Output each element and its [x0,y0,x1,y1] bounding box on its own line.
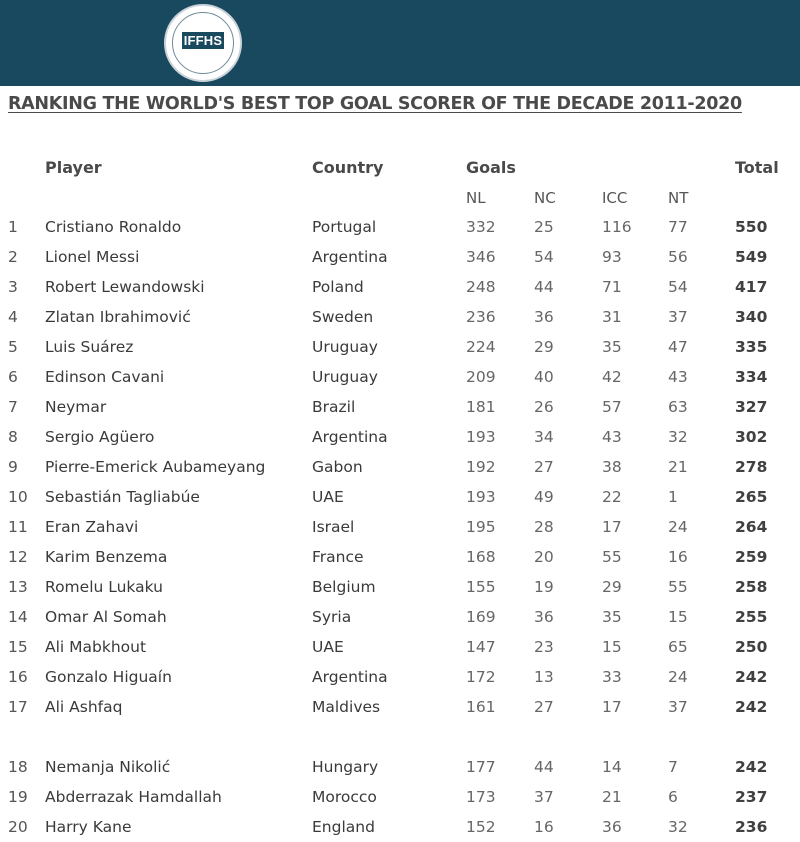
goals-icc: 55 [602,548,622,566]
country-name: Morocco [312,788,377,806]
total-goals: 255 [735,608,768,626]
rank-cell: 17 [8,698,28,716]
goals-nt: 15 [668,608,688,626]
table-row [0,638,800,662]
goals-nt: 54 [668,278,688,296]
goals-icc: 35 [602,608,622,626]
goals-icc: 31 [602,308,622,326]
rank-cell: 4 [8,308,18,326]
col-header-goals: Goals [466,158,516,177]
goals-nc: 37 [534,788,554,806]
goals-nl: 209 [466,368,496,386]
goals-nl: 155 [466,578,496,596]
goals-icc: 33 [602,668,622,686]
table-row [0,668,800,692]
goals-nc: 49 [534,488,554,506]
goals-nc: 54 [534,248,554,266]
player-name: Sergio Agüero [45,428,155,446]
total-goals: 340 [735,308,768,326]
goals-nc: 13 [534,668,554,686]
goals-icc: 57 [602,398,622,416]
country-name: Argentina [312,668,388,686]
col-subheader-nc: NC [534,189,556,207]
player-name: Neymar [45,398,107,416]
total-goals: 327 [735,398,768,416]
rank-cell: 20 [8,818,28,836]
goals-nt: 56 [668,248,688,266]
goals-nl: 236 [466,308,496,326]
goals-nl: 192 [466,458,496,476]
table-row [0,578,800,602]
table-row [0,368,800,392]
goals-nt: 24 [668,518,688,536]
table-row [0,218,800,242]
country-name: Israel [312,518,355,536]
table-row [0,548,800,572]
table-row [0,248,800,272]
goals-nl: 224 [466,338,496,356]
goals-nl: 147 [466,638,496,656]
goals-nl: 346 [466,248,496,266]
total-goals: 550 [735,218,768,236]
rank-cell: 6 [8,368,18,386]
total-goals: 250 [735,638,768,656]
rank-cell: 16 [8,668,28,686]
goals-nt: 6 [668,788,678,806]
table-row [0,818,800,842]
player-name: Cristiano Ronaldo [45,218,182,236]
goals-nc: 29 [534,338,554,356]
goals-nc: 27 [534,698,554,716]
col-subheader-nl: NL [466,189,486,207]
total-goals: 236 [735,818,768,836]
rank-cell: 9 [8,458,18,476]
player-name: Omar Al Somah [45,608,167,626]
country-name: Sweden [312,308,374,326]
goals-nc: 44 [534,758,554,776]
rank-cell: 7 [8,398,18,416]
goals-nc: 20 [534,548,554,566]
goals-nt: 55 [668,578,688,596]
goals-icc: 36 [602,818,622,836]
rank-cell: 8 [8,428,18,446]
table-row [0,308,800,332]
rank-cell: 3 [8,278,18,296]
country-name: France [312,548,364,566]
goals-icc: 38 [602,458,622,476]
rank-cell: 11 [8,518,28,536]
goals-nt: 32 [668,818,688,836]
goals-icc: 17 [602,518,622,536]
goals-nt: 24 [668,668,688,686]
rank-cell: 12 [8,548,28,566]
country-name: Uruguay [312,338,378,356]
total-goals: 549 [735,248,768,266]
goals-nc: 25 [534,218,554,236]
player-name: Pierre-Emerick Aubameyang [45,458,266,476]
player-name: Ali Mabkhout [45,638,147,656]
goals-nt: 77 [668,218,688,236]
goals-nl: 177 [466,758,496,776]
country-name: Uruguay [312,368,378,386]
country-name: Portugal [312,218,377,236]
goals-nl: 332 [466,218,496,236]
goals-nt: 47 [668,338,688,356]
goals-nt: 16 [668,548,688,566]
col-subheader-icc: ICC [602,189,628,207]
player-name: Eran Zahavi [45,518,139,536]
country-name: Brazil [312,398,356,416]
goals-nt: 37 [668,698,688,716]
goals-icc: 71 [602,278,622,296]
goals-icc: 35 [602,338,622,356]
country-name: Hungary [312,758,379,776]
goals-icc: 21 [602,788,622,806]
goals-nc: 40 [534,368,554,386]
table-row [0,278,800,302]
total-goals: 259 [735,548,768,566]
goals-nl: 168 [466,548,496,566]
player-name: Karim Benzema [45,548,168,566]
goals-nc: 28 [534,518,554,536]
rank-cell: 5 [8,338,18,356]
player-name: Edinson Cavani [45,368,165,386]
goals-nl: 161 [466,698,496,716]
goals-nt: 21 [668,458,688,476]
country-name: England [312,818,375,836]
player-name: Luis Suárez [45,338,134,356]
goals-nt: 43 [668,368,688,386]
player-name: Gonzalo Higuaín [45,668,172,686]
table-row [0,758,800,782]
country-name: UAE [312,638,344,656]
goals-nt: 63 [668,398,688,416]
table-row [0,488,800,512]
iffhs-logo [164,4,242,82]
total-goals: 237 [735,788,768,806]
country-name: Argentina [312,428,388,446]
table-row [0,788,800,812]
goals-nl: 169 [466,608,496,626]
total-goals: 242 [735,698,768,716]
player-name: Ali Ashfaq [45,698,123,716]
table-row [0,398,800,422]
table-row [0,698,800,722]
total-goals: 258 [735,578,768,596]
goals-nc: 27 [534,458,554,476]
rank-cell: 13 [8,578,28,596]
col-header-player: Player [45,158,102,177]
table-row [0,608,800,632]
table-row [0,518,800,542]
player-name: Nemanja Nikolić [45,758,171,776]
total-goals: 278 [735,458,768,476]
total-goals: 242 [735,668,768,686]
country-name: Gabon [312,458,363,476]
goals-nt: 1 [668,488,678,506]
total-goals: 417 [735,278,768,296]
goals-icc: 116 [602,218,632,236]
total-goals: 265 [735,488,768,506]
table-row [0,428,800,452]
goals-nc: 44 [534,278,554,296]
goals-nc: 23 [534,638,554,656]
logo-text-label: IFFHS [183,33,223,48]
goals-icc: 14 [602,758,622,776]
total-goals: 334 [735,368,768,386]
goals-nl: 152 [466,818,496,836]
goals-nc: 36 [534,308,554,326]
goals-nl: 195 [466,518,496,536]
goals-nc: 19 [534,578,554,596]
goals-nt: 32 [668,428,688,446]
rank-cell: 1 [8,218,18,236]
player-name: Sebastián Tagliabúe [45,488,200,506]
country-name: Argentina [312,248,388,266]
rank-cell: 14 [8,608,28,626]
goals-nt: 37 [668,308,688,326]
goals-icc: 93 [602,248,622,266]
player-name: Abderrazak Hamdallah [45,788,222,806]
total-goals: 264 [735,518,768,536]
col-header-total: Total [735,158,779,177]
goals-nl: 193 [466,488,496,506]
goals-nc: 34 [534,428,554,446]
col-subheader-nt: NT [668,189,689,207]
col-header-country: Country [312,158,384,177]
rank-cell: 18 [8,758,28,776]
goals-icc: 42 [602,368,622,386]
goals-nt: 7 [668,758,678,776]
rank-cell: 10 [8,488,28,506]
goals-nc: 16 [534,818,554,836]
player-name: Harry Kane [45,818,132,836]
goals-nl: 248 [466,278,496,296]
player-name: Lionel Messi [45,248,140,266]
country-name: UAE [312,488,344,506]
goals-nl: 181 [466,398,496,416]
table-row [0,458,800,482]
total-goals: 242 [735,758,768,776]
goals-icc: 29 [602,578,622,596]
goals-nl: 172 [466,668,496,686]
country-name: Syria [312,608,352,626]
country-name: Belgium [312,578,376,596]
goals-icc: 17 [602,698,622,716]
rank-cell: 2 [8,248,18,266]
total-goals: 302 [735,428,768,446]
goals-nl: 193 [466,428,496,446]
goals-nc: 36 [534,608,554,626]
goals-nc: 26 [534,398,554,416]
header-banner [0,0,800,86]
total-goals: 335 [735,338,768,356]
rank-cell: 19 [8,788,28,806]
goals-icc: 43 [602,428,622,446]
table-row [0,338,800,362]
country-name: Poland [312,278,364,296]
player-name: Robert Lewandowski [45,278,205,296]
goals-icc: 22 [602,488,622,506]
page-title: RANKING THE WORLD'S BEST TOP GOAL SCORER OF THE DECADE 2011-2020 [8,94,742,114]
goals-nt: 65 [668,638,688,656]
player-name: Romelu Lukaku [45,578,163,596]
goals-icc: 15 [602,638,622,656]
logo-text [166,33,240,48]
country-name: Maldives [312,698,381,716]
goals-nl: 173 [466,788,496,806]
rank-cell: 15 [8,638,28,656]
player-name: Zlatan Ibrahimović [45,308,191,326]
